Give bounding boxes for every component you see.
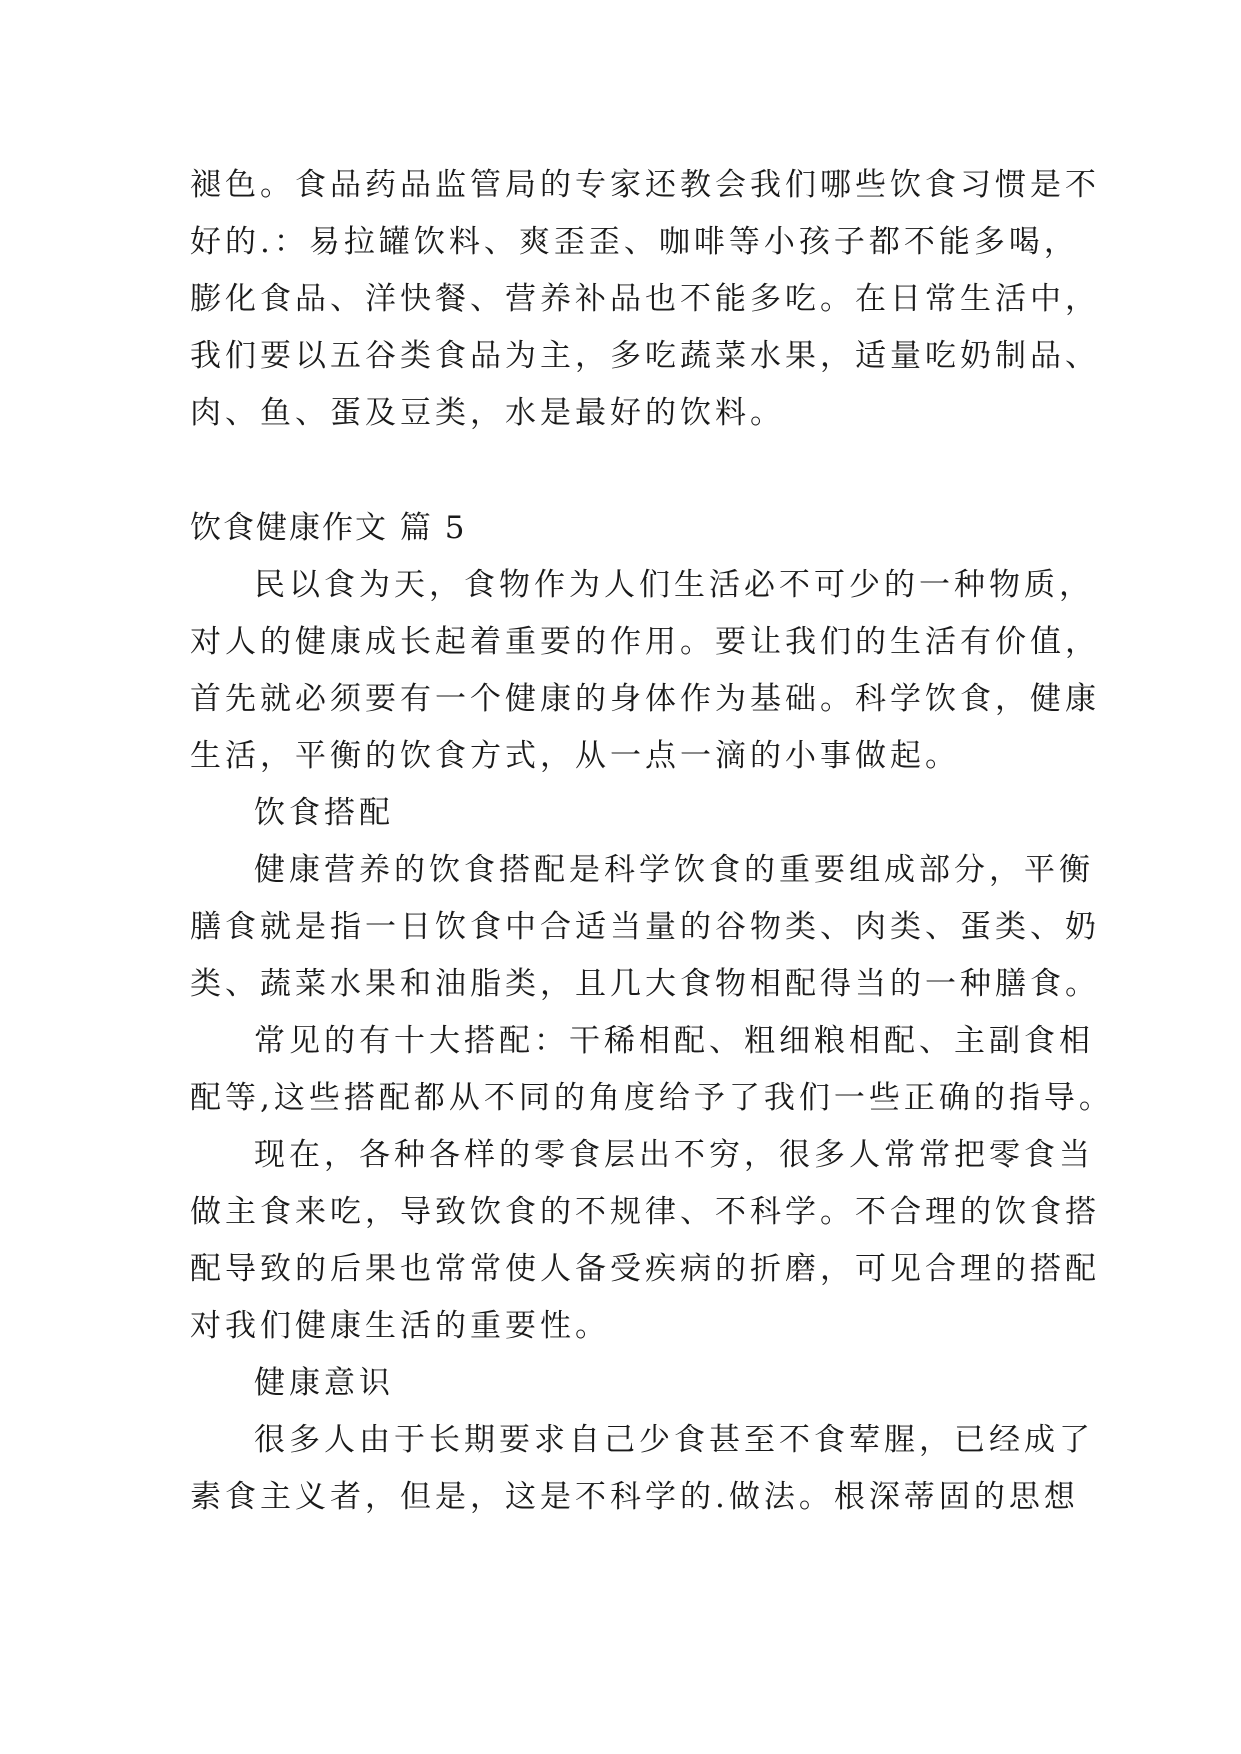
paragraph-line: 做主食来吃，导致饮食的不规律、不科学。不合理的饮食搭 (190, 1194, 1100, 1230)
continuation-line: 我们要以五谷类食品为主，多吃蔬菜水果，适量吃奶制品、 (190, 338, 1100, 374)
subheading-diet-combination: 饮食搭配 (254, 795, 394, 831)
paragraph-line: 配导致的后果也常常使人备受疾病的折磨，可见合理的搭配 (190, 1251, 1100, 1287)
paragraph-line: 很多人由于长期要求自己少食甚至不食荤腥，已经成了 (254, 1422, 1094, 1458)
paragraph-line: 配等,这些搭配都从不同的角度给予了我们一些正确的指导。 (190, 1080, 1114, 1116)
paragraph-line: 生活，平衡的饮食方式，从一点一滴的小事做起。 (190, 738, 960, 774)
paragraph-line: 对人的健康成长起着重要的作用。要让我们的生活有价值， (190, 624, 1100, 660)
paragraph-line: 类、蔬菜水果和油脂类，且几大食物相配得当的一种膳食。 (190, 966, 1100, 1002)
paragraph-line: 素食主义者，但是，这是不科学的.做法。根深蒂固的思想 (190, 1479, 1079, 1515)
subheading-health-awareness: 健康意识 (254, 1365, 394, 1401)
paragraph-line: 民以食为天，食物作为人们生活必不可少的一种物质， (254, 567, 1094, 603)
paragraph-line: 对我们健康生活的重要性。 (190, 1308, 610, 1344)
continuation-line: 褪色。食品药品监管局的专家还教会我们哪些饮食习惯是不 (190, 167, 1100, 203)
paragraph-line: 首先就必须要有一个健康的身体作为基础。科学饮食，健康 (190, 681, 1100, 717)
continuation-line: 膨化食品、洋快餐、营养补品也不能多吃。在日常生活中， (190, 281, 1100, 317)
continuation-line: 好的.：易拉罐饮料、爽歪歪、咖啡等小孩子都不能多喝， (190, 224, 1079, 260)
paragraph-line: 常见的有十大搭配：干稀相配、粗细粮相配、主副食相 (254, 1023, 1094, 1059)
paragraph-line: 膳食就是指一日饮食中合适当量的谷物类、肉类、蛋类、奶 (190, 909, 1100, 945)
paragraph-line: 健康营养的饮食搭配是科学饮食的重要组成部分，平衡 (254, 852, 1094, 888)
section-title: 饮食健康作文 篇 5 (190, 510, 467, 546)
paragraph-line: 现在，各种各样的零食层出不穷，很多人常常把零食当 (254, 1137, 1094, 1173)
continuation-line: 肉、鱼、蛋及豆类，水是最好的饮料。 (190, 395, 785, 431)
